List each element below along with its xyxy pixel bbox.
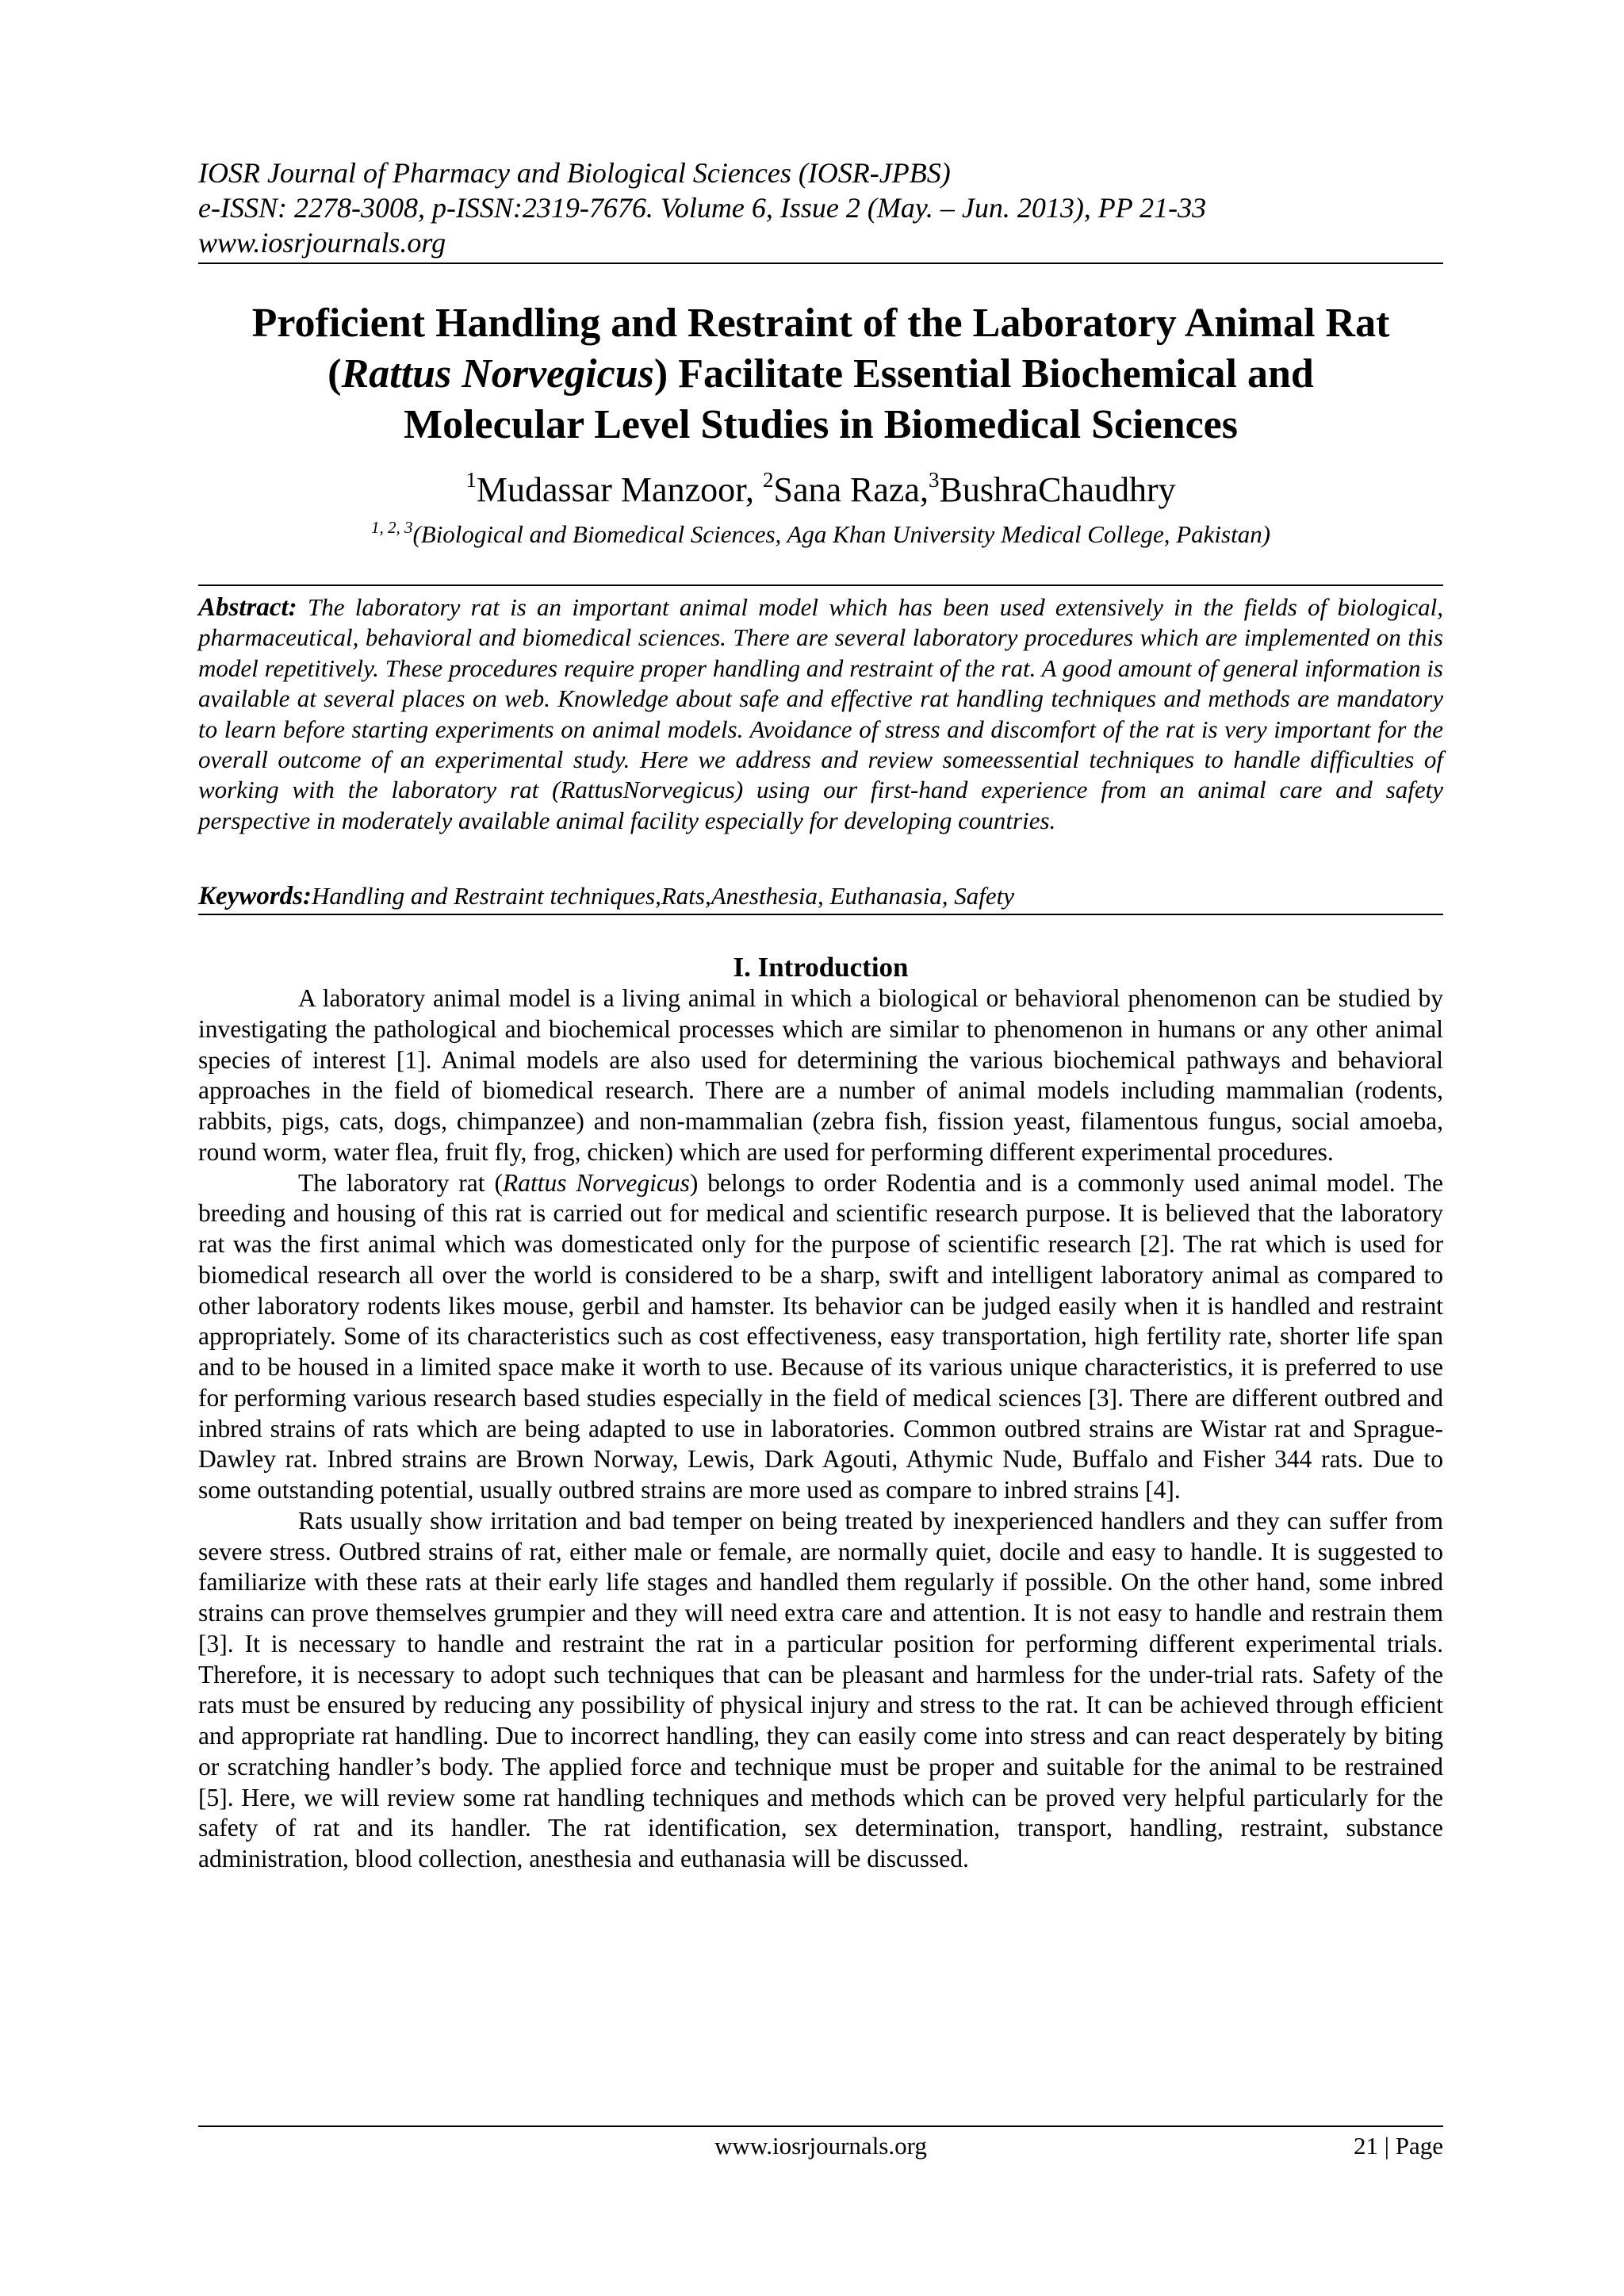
title-species: Rattus Norvegicus [341,351,654,397]
keywords [198,880,1443,912]
abstract [198,592,1443,836]
issn-volume-line: e-ISSN: 2278-3008, p-ISSN:2319-7676. Volume 6, Issue 2 (May. – Jun. 2013), PP 21-33 [198,192,1207,224]
introduction-body [198,983,1443,1875]
paragraph-3: Rats usually show irritation and bad temper on being treated by inexperienced handlers and they can suffer from severe stress. Outbred strains of rat, either male or female, are normally quiet, docile and easy to handle. It is suggested to familiarize with these rats at their early life stages and handled them regularly if possible. On the other hand, some inbred strains can prove themselves grumpier and they will need extra care and attention. It is not easy to handle and restrain them [3]. It is necessary to handle and restraint the rat in a particular position for performing different experimental trials. Therefore, it is necessary to adopt such techniques that can be pleasant and harmless for the under-trial rats. Safety of the rats must be ensured by reducing any possibility of physical injury and stress to the rat. It can be achieved through efficient and appropriate rat handling. Due to incorrect handling, they can easily come into stress and can react desperately by biting or scratching handler’s body. The applied force and technique must be proper and suitable for the animal to be restrained [5]. Here, we will review some rat handling techniques and methods which can be proved very helpful particularly for the safety of rat and its handler. The rat identification, sex determination, transport, handling, restraint, substance administration, blood collection, anesthesia and euthanasia will be discussed. [198,1506,1443,1872]
footer-rule [198,2125,1443,2127]
header-rule [198,263,1443,264]
footer-website-link[interactable]: www.iosrjournals.org [714,2132,927,2160]
paragraph-2-rest: ) belongs to order Rodentia and is a commonly used animal model. The breeding and housing of this rat is carried out for medical and scientific research purpose. It is believed that the laboratory rat was the first animal which was domesticated only for the purpose of scientific research [2]. The rat which is used for biomedical research all over the world is considered to be a sharp, swift and intelligent laboratory animal as compared to other laboratory rodents likes mouse, gerbil and hamster. Its behavior can be judged easily when it is handled and restraint appropriately. Some of its characteristics such as cost effectiveness, easy transportation, high fertility rate, shorter life span and to be housed in a limited space make it worth to use. Because of its various unique characteristics, it is preferred to use for performing various research based studies especially in the field of medical sciences [3]. There are different outbred and inbred strains of rats which are being adapted to use in laboratories. Common outbred strains are Wistar rat and Sprague-Dawley rat. Inbred strains are Brown Norway, Lewis, Dark Agouti, Athymic Nude, Buffalo and Fisher 344 rats. Due to some outstanding potential, usually outbred strains are more used as compare to inbred strains [4]. [198,1168,1443,1504]
author-list [198,470,1443,511]
title-line-2 [198,349,1443,400]
author-2-sup: 2 [763,468,774,492]
affiliation-text: (Biological and Biomedical Sciences, Aga Khan University Medical College, Pakistan) [412,520,1271,548]
paragraph-2-species: Rattus Norvegicus [502,1168,690,1197]
author-1-sup: 1 [465,468,477,492]
paragraph-2 [198,1168,1443,1506]
journal-website-link[interactable]: www.iosrjournals.org [198,227,446,259]
author-3-sup: 3 [928,468,940,492]
abstract-top-rule [198,585,1443,586]
title-line-1: Proficient Handling and Restraint of the Laboratory Animal Rat [251,301,1390,346]
abstract-text: The laboratory rat is an important animal model which has been used extensively in the fields of biological, pharmaceutical, behavioral and biomedical sciences. There are several laboratory procedures which are implemented on this model repetitively. These procedures require proper handling and restraint of the rat. A good amount of general information is available at several places on web. Knowledge about safe and effective rat handling techniques and methods are mandatory to learn before starting experiments on animal models. Avoidance of stress and discomfort of the rat is very important for the overall outcome of an experimental study. Here we address and review someessential techniques to handle difficulties of working with the laboratory rat (RattusNorvegicus) using our first-hand experience from an animal care and safety perspective in moderately available animal facility especially for developing countries. [198,593,1443,834]
affiliation [198,519,1443,550]
title-line-2-rest: ) Facilitate Essential Biochemical and [653,351,1314,397]
author-1: Mudassar Manzoor, [476,470,763,509]
journal-name: IOSR Journal of Pharmacy and Biological Sciences (IOSR-JPBS) [198,157,951,189]
affiliation-sup: 1, 2, 3 [370,518,413,537]
author-3: BushraChaudhry [939,470,1176,509]
keywords-label: Keywords: [198,882,312,910]
title-line-3: Molecular Level Studies in Biomedical Sciences [404,402,1238,447]
journal-header [198,155,1443,260]
keywords-text: Handling and Restraint techniques,Rats,Anesthesia, Euthanasia, Safety [312,882,1014,910]
paragraph-1: A laboratory animal model is a living animal in which a biological or behavioral phenomenon can be studied by investigating the pathological and biochemical processes which are similar to phenomenon in humans or any other animal species of interest [1]. Animal models are also used for determining the various biochemical pathways and behavioral approaches in the field of biomedical research. There are a number of animal models including mammalian (rodents, rabbits, pigs, cats, dogs, chimpanzee) and non-mammalian (zebra fish, fission yeast, filamentous fungus, social amoeba, round worm, water flea, fruit fly, frog, chicken) which are used for performing different experimental procedures. [198,984,1443,1166]
author-2: Sana Raza, [773,470,929,509]
abstract-bottom-rule [198,914,1443,915]
section-heading: I. Introduction [733,952,909,983]
abstract-label: Abstract: [198,593,297,622]
title-paren: ( [327,351,342,397]
paper-title [198,298,1443,450]
paragraph-2-start: The laboratory rat ( [298,1168,503,1197]
page-number: 21 | Page [1354,2132,1443,2160]
